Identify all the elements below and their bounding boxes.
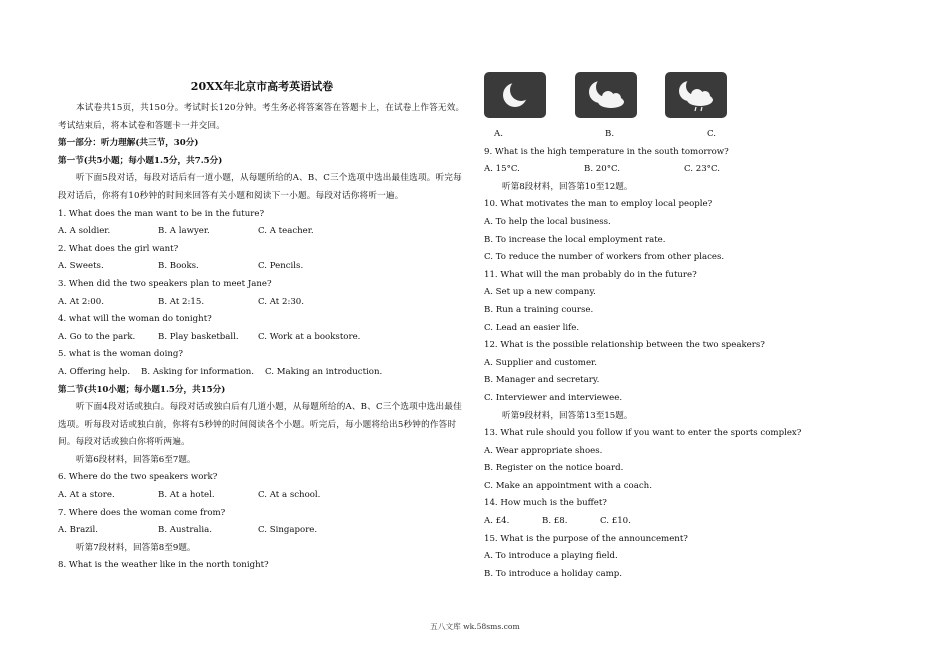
- option-b: B. 20°C.: [584, 164, 621, 175]
- option-a: A. £4.: [484, 516, 510, 527]
- option-a: A. At a store.: [58, 490, 115, 501]
- question-7: 7. Where does the woman come from?: [58, 507, 226, 518]
- moon-icon: [484, 72, 546, 118]
- moon-cloud-icon: [575, 72, 637, 118]
- question-2-options: [58, 258, 466, 276]
- question-9: 9. What is the high temperature in the south tomorrow?: [484, 146, 729, 157]
- question-12: 12. What is the possible relationship between the two speakers?: [484, 340, 765, 351]
- question-11: 11. What will the man probably do in the future?: [484, 269, 697, 280]
- option-c: C. £10.: [600, 516, 631, 527]
- option-b: B. Play basketball.: [158, 331, 239, 342]
- option-c: C. 23°C.: [684, 164, 720, 175]
- option-a: A. Set up a new company.: [484, 287, 596, 298]
- option-b: B. Australia.: [158, 525, 212, 536]
- section1-instructions: 听下面5段对话，每段对话后有一道小题，从每题所给的A、B、C三个选项中选出最佳选项。听完每段对话后，你将有10秒钟的时间来回答有关小题和阅读下一小题。每段对话你将听一遍。: [58, 173, 462, 201]
- option-a: A. Go to the park.: [58, 331, 136, 342]
- question-6: 6. Where do the two speakers work?: [58, 472, 218, 483]
- material-7: 听第7段材料，回答第8至9题。: [76, 542, 196, 553]
- right-column: [484, 72, 894, 583]
- icon-label-c: C.: [707, 129, 717, 139]
- option-a: A. To introduce a playing field.: [484, 551, 618, 562]
- option-b: B. At 2:15.: [158, 296, 205, 307]
- question-15: 15. What is the purpose of the announcement?: [484, 533, 688, 544]
- question-6-options: [58, 487, 466, 505]
- option-a: A. Wear appropriate shoes.: [484, 445, 603, 456]
- icon-label-b: B.: [605, 129, 615, 139]
- section2-instructions: 听下面4段对话或独白。每段对话或独白后有几道小题，从每题所给的A、B、C三个选项中选出最佳选项。听每段对话或独白前，你将有5秒钟的时间阅读各个小题。听完后，每小题将给出5秒钟的作答时间。每段对话或独白你将听两遍。: [58, 402, 462, 448]
- question-5: 5. what is the woman doing?: [58, 349, 183, 360]
- question-10: 10. What motivates the man to employ local people?: [484, 199, 713, 210]
- icon-label-a: A.: [494, 129, 503, 139]
- question-7-options: [58, 522, 466, 540]
- question-3-options: [58, 294, 466, 312]
- option-a: A. At 2:00.: [58, 296, 104, 307]
- option-b: B. £8.: [542, 516, 568, 527]
- question-1: 1. What does the man want to be in the future?: [58, 208, 265, 219]
- option-b: B. Books.: [158, 261, 199, 272]
- exam-intro: 本试卷共15页，共150分。考试时长120分钟。考生务必将答案答在答题卡上，在试卷上作答无效。考试结束后，将本试卷和答题卡一并交回。: [58, 103, 465, 131]
- option-b: B. To introduce a holiday camp.: [484, 568, 623, 579]
- weather-icons: [484, 72, 894, 118]
- option-a: A. 15°C.: [484, 164, 520, 175]
- question-14-options: [484, 513, 894, 531]
- question-4: 4. what will the woman do tonight?: [58, 314, 212, 325]
- option-c: C. At 2:30.: [258, 296, 305, 307]
- option-c: C. To reduce the number of workers from other places.: [484, 252, 725, 263]
- option-c: C. A teacher.: [258, 226, 314, 237]
- option-c: C. Make an appointment with a coach.: [484, 480, 652, 491]
- option-b: B. Run a training course.: [484, 304, 594, 315]
- question-13: 13. What rule should you follow if you want to enter the sports complex?: [484, 428, 802, 439]
- material-6: 听第6段材料，回答第6至7题。: [76, 454, 196, 465]
- option-c: C. Pencils.: [258, 261, 304, 272]
- option-b: B. Manager and secretary.: [484, 375, 600, 386]
- page-footer: 五八文库 wk.58sms.com: [430, 622, 520, 631]
- option-b: B. Register on the notice board.: [484, 463, 624, 474]
- question-5-options: A. Offering help. B. Asking for information. C. Making an introduction.: [58, 366, 383, 377]
- material-8: 听第8段材料，回答第10至12题。: [502, 181, 633, 192]
- option-a: A. Sweets.: [58, 261, 104, 272]
- option-c: C. Singapore.: [258, 525, 318, 536]
- option-c: C. Work at a bookstore.: [258, 331, 361, 342]
- option-a: A. Brazil.: [58, 525, 98, 536]
- option-c: C. Interviewer and interviewee.: [484, 392, 623, 403]
- option-a: A. A soldier.: [58, 226, 111, 237]
- question-8: 8. What is the weather like in the north tonight?: [58, 560, 269, 571]
- option-a: A. To help the local business.: [484, 216, 611, 227]
- option-a: A. Supplier and customer.: [484, 357, 597, 368]
- page-title: 20XX年北京市高考英语试卷: [190, 80, 334, 93]
- section2-heading: 第二节(共10小题；每小题1.5分，共15分): [58, 384, 226, 395]
- question-2: 2. What does the girl want?: [58, 243, 179, 254]
- option-b: B. To increase the local employment rate.: [484, 234, 666, 245]
- option-b: B. At a hotel.: [158, 490, 215, 501]
- question-3: 3. When did the two speakers plan to meet Jane?: [58, 278, 272, 289]
- section1-heading: 第一节(共5小题；每小题1.5分，共7.5分): [58, 155, 223, 166]
- question-1-options: [58, 223, 466, 241]
- moon-cloud-rain-icon: [665, 72, 727, 118]
- question-9-options: [484, 161, 894, 179]
- left-column: [58, 72, 466, 575]
- weather-icon-labels: [484, 126, 894, 144]
- question-4-options: [58, 329, 466, 347]
- option-c: C. At a school.: [258, 490, 321, 501]
- option-c: C. Lead an easier life.: [484, 322, 580, 333]
- part1-heading: 第一部分：听力理解(共三节，30分): [58, 138, 199, 149]
- material-9: 听第9段材料，回答第13至15题。: [502, 410, 633, 421]
- option-b: B. A lawyer.: [158, 226, 210, 237]
- question-14: 14. How much is the buffet?: [484, 498, 607, 509]
